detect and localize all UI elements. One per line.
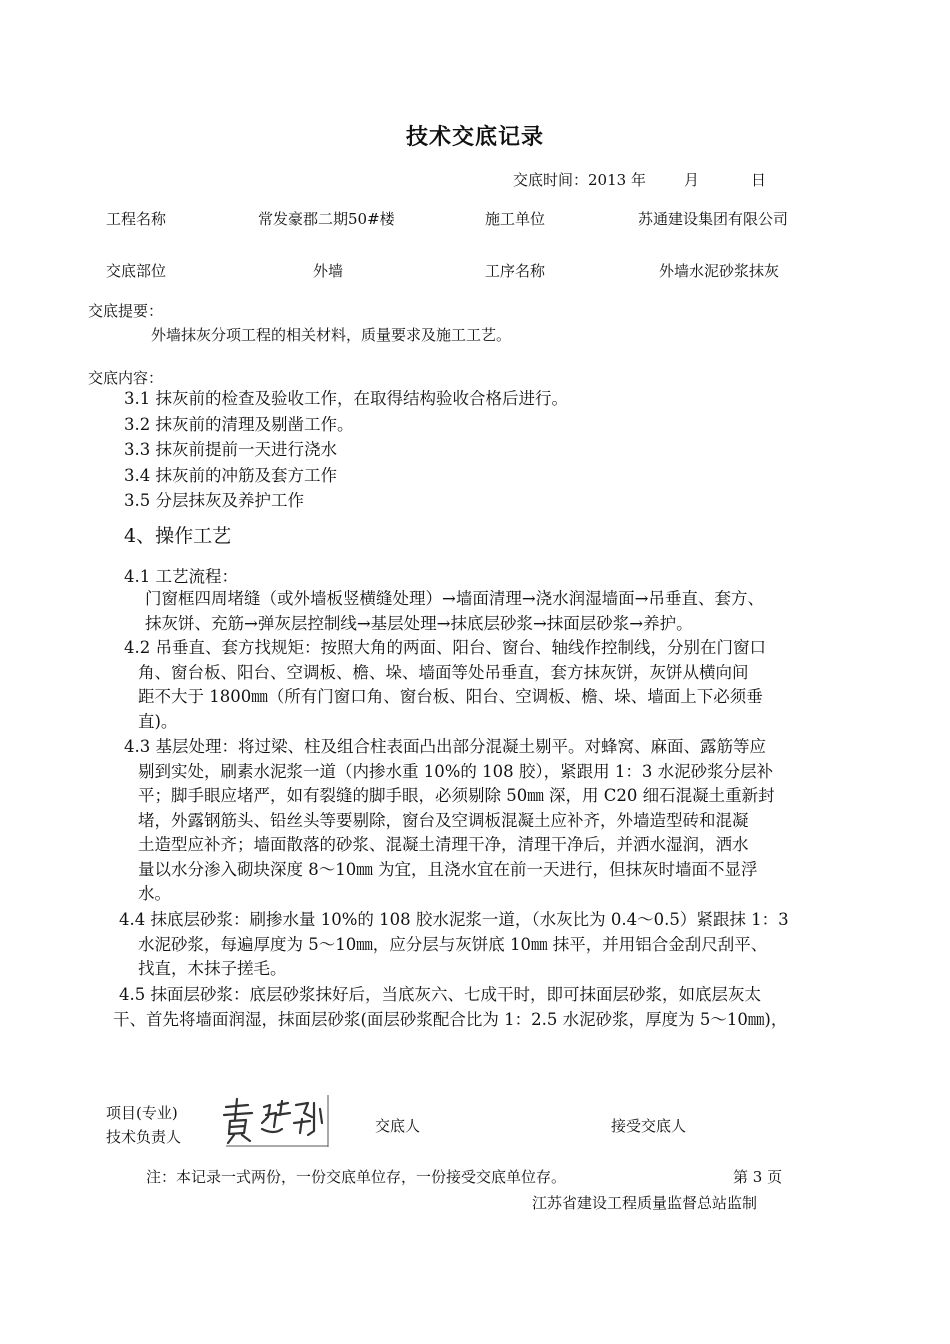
- content-item: 3.2 抹灰前的清理及剔凿工作。: [124, 414, 354, 434]
- signature: [218, 1093, 330, 1149]
- footer-note: 注：本记录一式两份，一份交底单位存，一份接受交底单位存。: [146, 1168, 567, 1186]
- process-flow-title: 4.1 工艺流程：: [124, 567, 238, 586]
- receiver-label: 接受交底人: [611, 1117, 687, 1135]
- project-name-label: 工程名称: [106, 210, 167, 228]
- process-flow-text: 门窗框四周堵缝（或外墙板竖横缝处理）→墙面清理→浇水润湿墙面→吊垂直、套方、 抹灰饼、充筋→弹灰层控制线→基层处理→抹底层砂浆→抹面层砂浆→养护。: [145, 589, 764, 633]
- section-4-2: 4.2 吊垂直、套方找规矩：按照大角的两面、阳台、窗台、轴线作控制线，分别在门窗口 角、窗台板、阳台、空调板、檐、垛、墙面等处吊垂直，套方抹灰饼，灰饼从横向间 距不大于 1800㎜（所有门窗口角、窗台板、阳台、空调板、檐、垛、墙面上下必须垂 直)。: [124, 638, 766, 731]
- part-label: 交底部位: [106, 262, 167, 280]
- content-item: 3.3 抹灰前提前一天进行浇水: [124, 440, 337, 459]
- process-label: 工序名称: [485, 262, 546, 280]
- content-item: 3.1 抹灰前的检查及验收工作，在取得结构验收合格后进行。: [124, 389, 568, 408]
- content-item: 3.5 分层抹灰及养护工作: [124, 491, 304, 510]
- section-heading: 4、操作工艺: [124, 525, 232, 547]
- tech-lead-label: 项目(专业): [106, 1104, 178, 1122]
- section-4-4: 4.4 抹底层砂浆：刷掺水量 10%的 108 胶水泥浆一道，（水灰比为 0.4～0.5）紧跟抹 1：3 水泥砂浆，每遍厚度为 5～10㎜，应分层与灰饼底 10㎜ 抹平，并用铝合金刮尺刮平、 找直，木抹子搓毛。: [119, 910, 789, 978]
- date-label: 交底时间：2013 年: [513, 171, 646, 189]
- signature-image: [218, 1093, 330, 1149]
- presenter-label: 交底人: [375, 1117, 421, 1135]
- content-items: [124, 386, 568, 514]
- summary-label: 交底提要：: [88, 302, 164, 320]
- section-4-5: 4.5 抹面层砂浆：底层砂浆抹好后，当底灰六、七成干时，即可抹面层砂浆，如底层灰太 干、首先将墙面润湿，抹面层砂浆(面层砂浆配合比为 1：2.5 水泥砂浆，厚度为 5～10㎜)，: [113, 985, 788, 1029]
- date-month: 月: [684, 171, 700, 189]
- tech-lead-label: 技术负责人: [106, 1128, 182, 1146]
- contractor-label: 施工单位: [485, 210, 546, 228]
- contractor-value: 苏通建设集团有限公司: [638, 210, 789, 228]
- project-name-value: 常发豪郡二期50#楼: [258, 210, 395, 228]
- page-title: 技术交底记录: [405, 125, 544, 150]
- content-label: 交底内容：: [88, 369, 164, 387]
- issuer: 江苏省建设工程质量监督总站监制: [532, 1194, 758, 1212]
- content-item: 3.4 抹灰前的冲筋及套方工作: [124, 465, 337, 485]
- date-day: 日: [751, 171, 767, 189]
- section-4-3: 4.3 基层处理：将过梁、柱及组合柱表面凸出部分混凝土剔平。对蜂窝、麻面、露筋等应 剔到实处，刷素水泥浆一道（内掺水重 10%的 108 胶），紧跟用 1：3 水泥砂浆分层补 平；脚手眼应堵严，如有裂缝的脚手眼，必须剔除 50㎜ 深，用 C20 细石混凝土重新封 堵，外露钢筋头、铅丝头等要剔除，窗台及空调板混凝土应补齐，外墙造型砖和混凝 土造型应补齐；墙面散落的砂浆、混凝土清理干净，清理干净后，并洒水湿润，洒水 量以水分渗入砌块深度 8～10㎜ 为宜，且浇水宜在前一天进行，但抹灰时墙面不显浮 水。: [124, 737, 775, 903]
- page-number: 第 3 页: [733, 1168, 783, 1186]
- part-value: 外墙: [313, 262, 344, 280]
- process-value: 外墙水泥砂浆抹灰: [659, 262, 780, 280]
- summary-text: 外墙抹灰分项工程的相关材料，质量要求及施工工艺。: [151, 326, 512, 344]
